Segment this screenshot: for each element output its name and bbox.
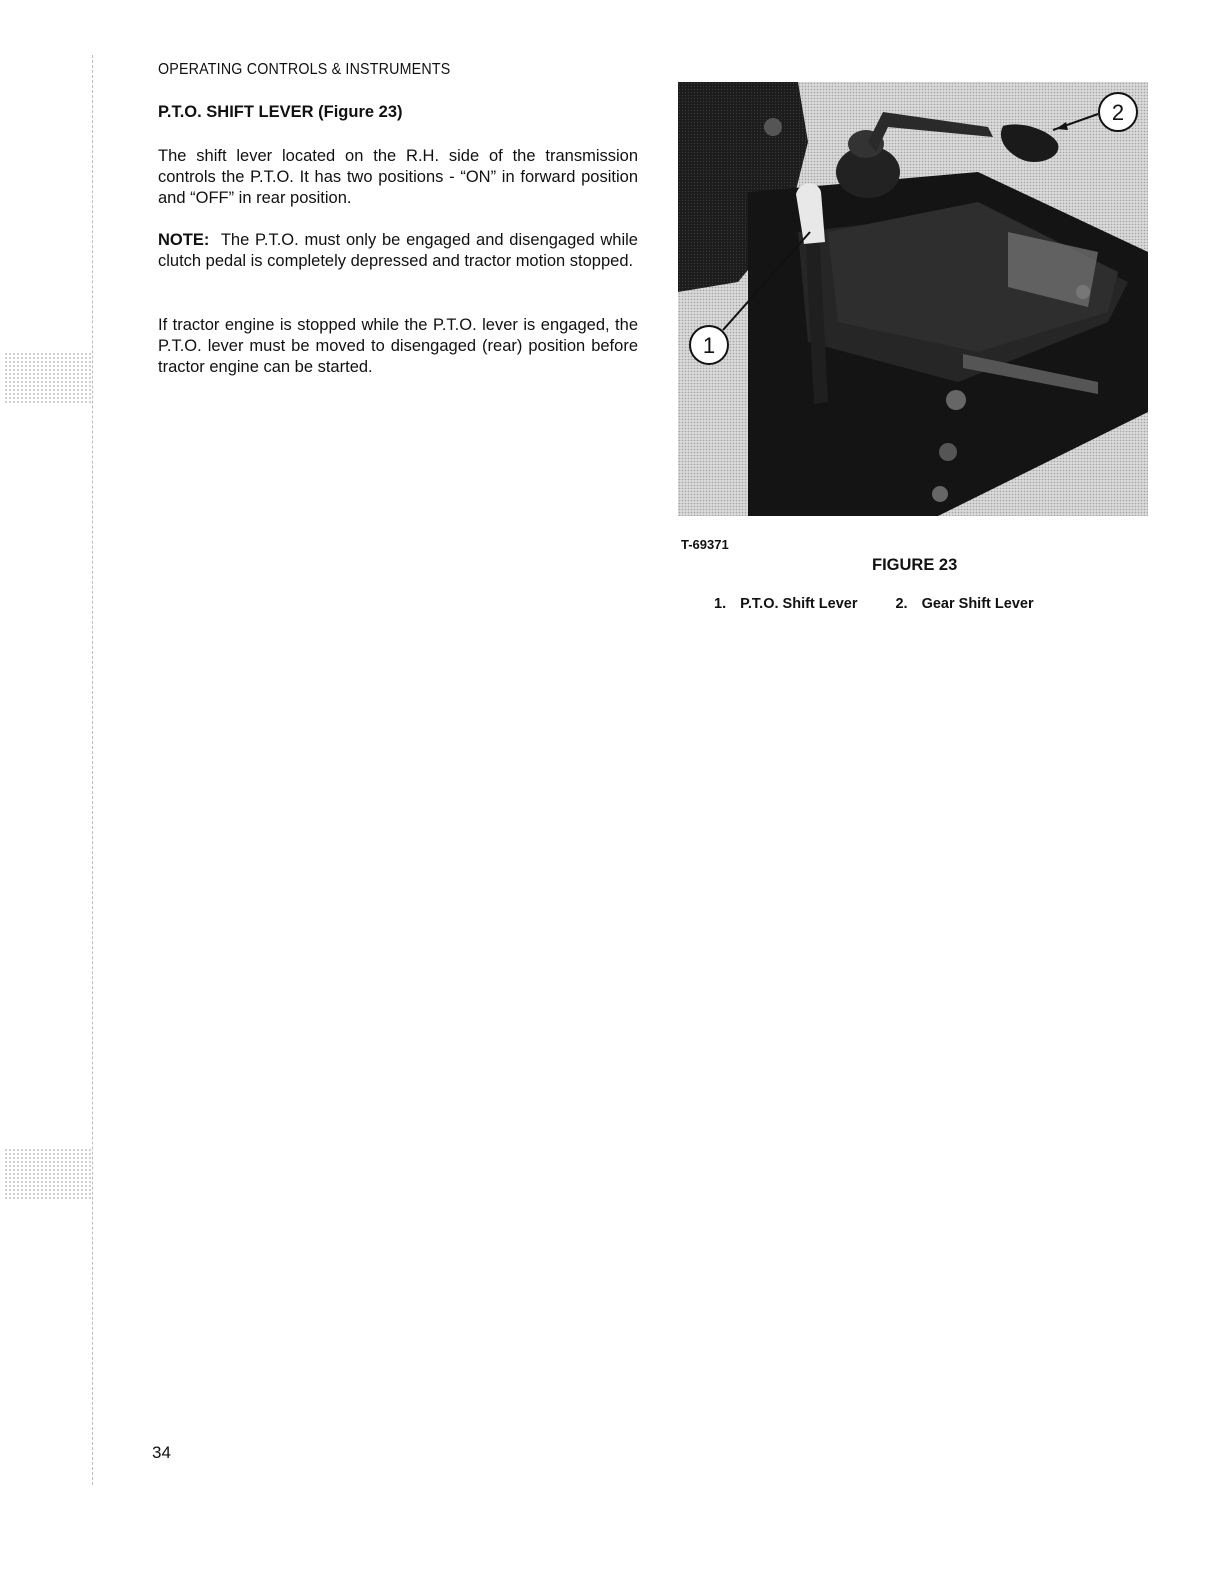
legend-item-1-label: P.T.O. Shift Lever (740, 596, 858, 612)
section-title: P.T.O. SHIFT LEVER (Figure 23) (158, 103, 403, 121)
binding-margin-line (92, 55, 93, 1485)
page-number: 34 (152, 1443, 171, 1462)
page-header: OPERATING CONTROLS & INSTRUMENTS (158, 61, 451, 78)
callout-1-label: 1 (702, 333, 716, 358)
figure-legend (714, 596, 1034, 612)
paragraph-engine-stopped: If tractor engine is stopped while the P.T.O. lever is engaged, the P.T.O. lever must be moved to disengaged (rear) position before tractor engine can be started. (158, 316, 638, 376)
note-text: The P.T.O. must only be engaged and disengaged while clutch pedal is completely depressed and tractor motion stopped. (158, 231, 638, 270)
note-label: NOTE: (158, 231, 210, 249)
legend-item-1-num: 1. (714, 596, 727, 612)
callout-2-label: 2 (1111, 100, 1125, 125)
legend-item-1 (714, 596, 857, 612)
scan-speckle-bottom (4, 1148, 92, 1200)
photo-id: T-69371 (681, 537, 729, 552)
legend-item-2 (895, 596, 1033, 612)
figure-title: FIGURE 23 (872, 556, 958, 574)
figure-photo (678, 82, 1148, 516)
legend-item-2-num: 2. (895, 596, 908, 612)
scan-speckle-top (4, 352, 92, 404)
paragraph-shift-lever: The shift lever located on the R.H. side of the transmission controls the P.T.O. It has two positions - “ON” in forward position and “OFF” in rear position. (158, 147, 638, 207)
paragraph-note (158, 230, 638, 272)
legend-item-2-label: Gear Shift Lever (921, 596, 1034, 612)
tractor-controls-photo (678, 82, 1148, 516)
